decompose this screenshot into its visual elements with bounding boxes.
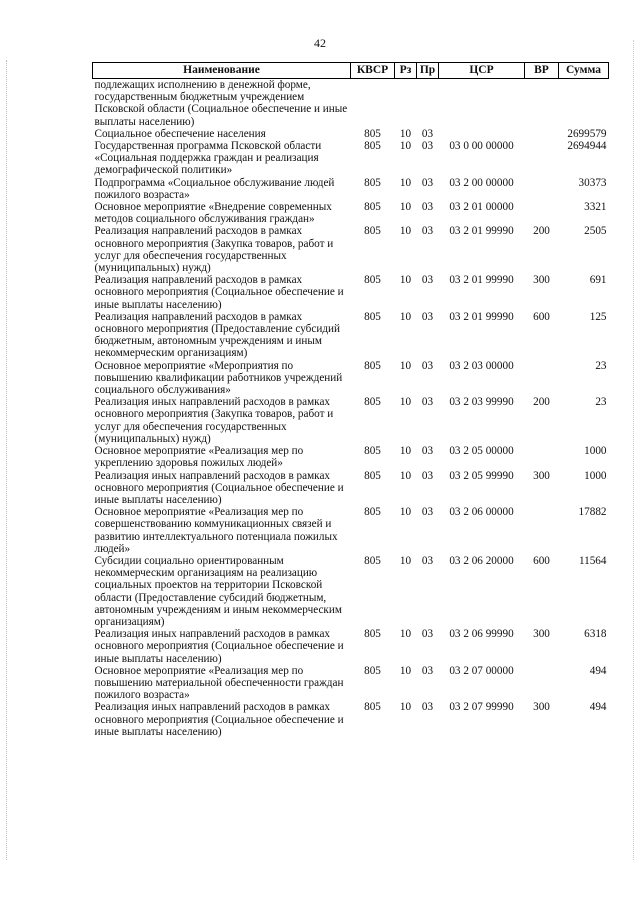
row-rz: 10 [399, 469, 412, 482]
row-csr: 03 2 06 99990 [449, 628, 514, 641]
table-row [93, 628, 609, 665]
row-csr: 03 0 00 00000 [449, 140, 514, 153]
row-rz: 10 [399, 445, 412, 458]
header-pr: Пр [417, 63, 439, 79]
row-name: Основное мероприятие «Реализация мер по повышению материальной обеспеченности граждан пожилого возраста» [94, 664, 344, 702]
row-vr: 300 [533, 274, 550, 287]
table-row [93, 360, 609, 397]
row-name: Реализация направлений расходов в рамках основного мероприятия (Социальное обеспечение и иные выплаты населению) [94, 274, 344, 311]
row-vr: 300 [533, 469, 550, 482]
table-row [93, 396, 609, 445]
table-row [93, 201, 609, 225]
row-pr [417, 79, 439, 128]
row-csr: 03 2 03 00000 [449, 359, 514, 372]
row-rz: 10 [399, 628, 412, 641]
row-name: Социальное обеспечение населения [94, 127, 266, 140]
row-csr: 03 2 07 00000 [449, 664, 514, 677]
row-csr: 03 2 01 99990 [449, 225, 514, 238]
row-pr: 03 [421, 664, 434, 677]
row-pr: 03 [421, 359, 434, 372]
row-kvsr: 805 [364, 506, 381, 519]
row-rz: 10 [399, 274, 412, 287]
row-csr: 03 2 03 99990 [449, 396, 514, 409]
row-csr: 03 2 07 99990 [449, 701, 514, 714]
table-row [93, 128, 609, 140]
row-sum: 2699579 [567, 127, 607, 140]
row-pr: 03 [421, 396, 434, 409]
row-pr: 03 [421, 201, 434, 214]
row-vr [525, 506, 559, 555]
row-sum: 494 [589, 701, 607, 714]
row-name: подлежащих исполнению в денежной форме, государственным бюджетным учреждением Псковской области (Социальное обеспечение и иные выплаты населению) [94, 79, 348, 128]
row-kvsr: 805 [364, 310, 381, 323]
scan-edge-left [6, 60, 9, 860]
header-rz: Рз [395, 63, 417, 79]
row-name: Государственная программа Псковской области «Социальная поддержка граждан и реализация демографической политики» [94, 140, 322, 177]
row-kvsr: 805 [364, 225, 381, 238]
row-sum: 30373 [578, 176, 607, 189]
table-row [93, 79, 609, 128]
row-vr [525, 79, 559, 128]
row-name: Реализация направлений расходов в рамках основного мероприятия (Предоставление субсидий бюджетным, автономным учреждениям и иным некоммерческим организациям) [94, 310, 340, 360]
row-kvsr: 805 [364, 274, 381, 287]
table-row [93, 140, 609, 177]
row-vr [525, 140, 559, 177]
row-vr: 300 [533, 628, 550, 641]
row-vr [525, 128, 559, 140]
row-kvsr: 805 [364, 628, 381, 641]
row-sum: 1000 [584, 469, 607, 482]
row-name: Реализация направлений расходов в рамках основного мероприятия (Закупка товаров, работ и услуг для обеспечения государственных (муниципальных) нужд) [94, 225, 334, 275]
row-pr: 03 [421, 628, 434, 641]
table-body [93, 79, 609, 738]
table-row [93, 225, 609, 274]
row-rz: 10 [399, 554, 412, 567]
table-header-row [93, 63, 609, 79]
row-name: Субсидии социально ориентированным некоммерческим организациям на реализацию социальных проектов на территории Псковской области (Предоставление субсидий бюджетным, автономным учреждениям и иным некоммерческим организациям) [94, 554, 342, 628]
row-pr: 03 [421, 140, 434, 153]
table-row [93, 506, 609, 555]
row-kvsr: 805 [364, 201, 381, 214]
row-sum: 1000 [584, 445, 607, 458]
row-rz: 10 [399, 140, 412, 153]
table-row [93, 445, 609, 469]
row-kvsr: 805 [364, 396, 381, 409]
row-pr: 03 [421, 701, 434, 714]
row-kvsr: 805 [364, 445, 381, 458]
row-pr: 03 [421, 469, 434, 482]
row-pr: 03 [421, 445, 434, 458]
row-kvsr [351, 79, 395, 128]
header-vr: ВР [525, 63, 559, 79]
header-name: Наименование [93, 63, 351, 79]
row-csr [439, 128, 525, 140]
row-sum: 2694944 [567, 140, 607, 153]
header-csr: ЦСР [439, 63, 525, 79]
row-sum: 6318 [584, 628, 607, 641]
row-csr: 03 2 01 00000 [449, 201, 514, 214]
table-row [93, 274, 609, 311]
row-sum: 11564 [578, 554, 607, 567]
row-rz: 10 [399, 664, 412, 677]
row-csr: 03 2 06 00000 [449, 506, 514, 519]
row-csr [439, 79, 525, 128]
row-rz: 10 [399, 359, 412, 372]
table-row [93, 665, 609, 702]
row-sum: 691 [589, 274, 607, 287]
row-name: Реализация иных направлений расходов в рамках основного мероприятия (Закупка товаров, работ и услуг для обеспечения государственных (муниципальных) нужд) [94, 396, 334, 445]
row-kvsr: 805 [364, 664, 381, 677]
row-kvsr: 805 [364, 176, 381, 189]
row-sum [559, 79, 609, 128]
row-pr: 03 [421, 225, 434, 238]
row-name: Основное мероприятие «Реализация мер по укреплению здоровья пожилых людей» [94, 445, 304, 470]
row-kvsr: 805 [364, 554, 381, 567]
row-vr [525, 665, 559, 702]
table-row [93, 177, 609, 201]
row-csr: 03 2 05 00000 [449, 445, 514, 458]
row-kvsr: 805 [364, 127, 381, 140]
row-rz: 10 [399, 506, 412, 519]
row-rz: 10 [399, 225, 412, 238]
row-sum: 494 [589, 664, 607, 677]
row-vr: 200 [533, 396, 550, 409]
row-kvsr: 805 [364, 140, 381, 153]
row-name: Подпрограмма «Социальное обслуживание людей пожилого возраста» [94, 176, 335, 201]
row-csr: 03 2 05 99990 [449, 469, 514, 482]
row-vr: 300 [533, 701, 550, 714]
row-pr: 03 [421, 127, 434, 140]
row-kvsr: 805 [364, 469, 381, 482]
row-rz: 10 [399, 176, 412, 189]
row-name: Реализация иных направлений расходов в рамках основного мероприятия (Социальное обеспечение и иные выплаты населению) [94, 701, 344, 738]
table-row [93, 701, 609, 738]
header-sum: Сумма [559, 63, 609, 79]
row-vr [525, 201, 559, 225]
row-vr [525, 177, 559, 201]
row-pr: 03 [421, 310, 434, 323]
budget-table [92, 62, 609, 738]
row-vr [525, 445, 559, 469]
page-number: 42 [314, 36, 326, 50]
row-rz: 10 [399, 701, 412, 714]
row-sum: 3321 [584, 201, 607, 214]
row-csr: 03 2 06 20000 [449, 554, 514, 567]
scan-edge-right [633, 40, 636, 860]
row-pr: 03 [421, 554, 434, 567]
row-name: Основное мероприятие «Внедрение современных методов социального обслуживания граждан» [94, 201, 332, 226]
row-pr: 03 [421, 274, 434, 287]
row-kvsr: 805 [364, 359, 381, 372]
row-pr: 03 [421, 506, 434, 519]
row-kvsr: 805 [364, 701, 381, 714]
row-vr: 200 [533, 225, 550, 238]
row-name: Основное мероприятие «Реализация мер по совершенствованию коммуникационных связей и развитию интеллектуального потенциала пожилых людей» [94, 506, 338, 555]
row-name: Реализация иных направлений расходов в рамках основного мероприятия (Социальное обеспечение и иные выплаты населению) [94, 628, 344, 665]
row-sum: 2505 [584, 225, 607, 238]
row-pr: 03 [421, 176, 434, 189]
table-row [93, 470, 609, 507]
row-vr: 600 [533, 554, 550, 567]
row-csr: 03 2 01 99990 [449, 310, 514, 323]
row-rz [395, 79, 417, 128]
row-csr: 03 2 00 00000 [449, 176, 514, 189]
row-sum: 17882 [578, 506, 607, 519]
header-kvsr: КВСР [351, 63, 395, 79]
row-sum: 23 [595, 359, 607, 372]
row-name: Реализация иных направлений расходов в рамках основного мероприятия (Социальное обеспечение и иные выплаты населению) [94, 469, 344, 506]
row-rz: 10 [399, 310, 412, 323]
row-csr: 03 2 01 99990 [449, 274, 514, 287]
row-rz: 10 [399, 127, 412, 140]
table-row [93, 311, 609, 360]
row-name: Основное мероприятие «Мероприятия по повышению квалификации работников учреждений социального обслуживания» [94, 359, 343, 397]
row-rz: 10 [399, 396, 412, 409]
row-vr [525, 360, 559, 397]
row-sum: 23 [595, 396, 607, 409]
row-sum: 125 [589, 310, 607, 323]
table-row [93, 555, 609, 628]
row-vr: 600 [533, 310, 550, 323]
row-rz: 10 [399, 201, 412, 214]
